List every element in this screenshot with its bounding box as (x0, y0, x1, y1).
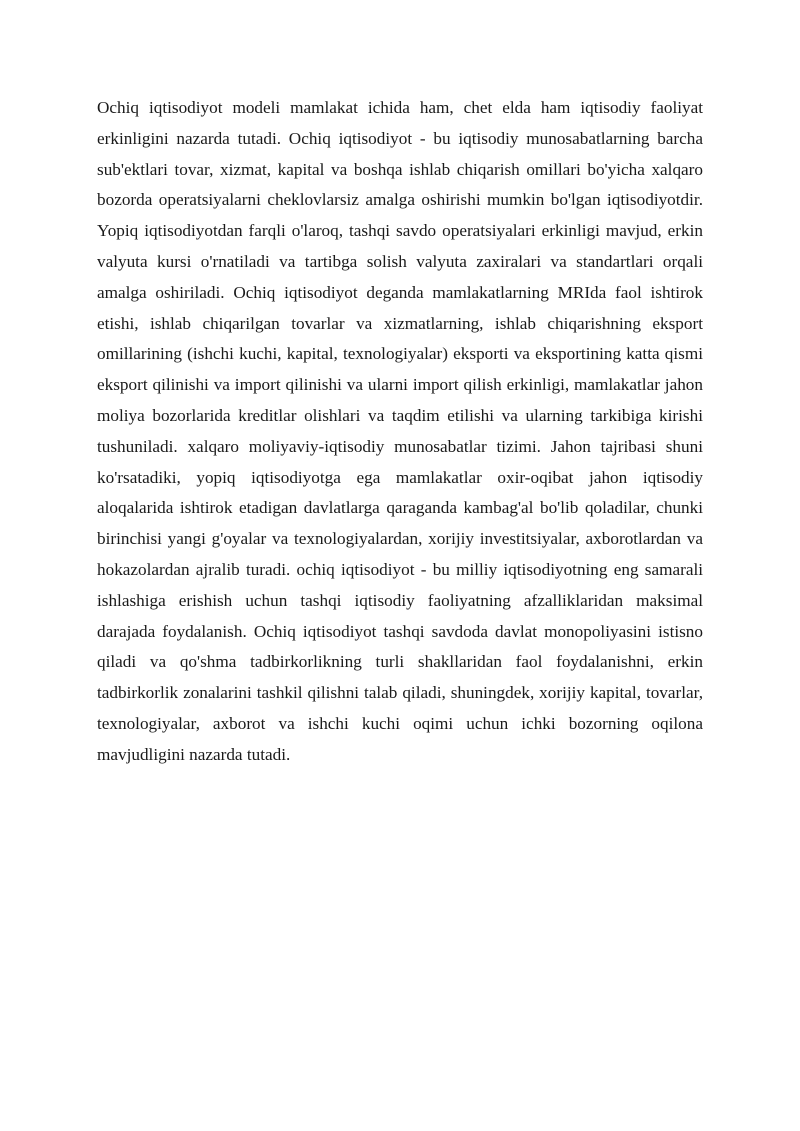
body-paragraph: Ochiq iqtisodiyot modeli mamlakat ichida ham, chet elda ham iqtisodiy faoliyat erkinligini nazarda tutadi. Ochiq iqtisodiyot - bu iqtisodiy munosabatlarning barcha sub'ektlari tovar, xizmat, kapital va boshqa ishlab chiqarish omillari bo'yicha xalqaro bozorda operatsiyalarni cheklovlarsiz amalga oshirishi mumkin bo'lgan iqtisodiyotdir. Yopiq iqtisodiyotdan farqli o'laroq, tashqi savdo operatsiyalari erkinligi mavjud, erkin valyuta kursi o'rnatiladi va tartibga solish valyuta zaxiralari va standartlari orqali amalga oshiriladi. Ochiq iqtisodiyot deganda mamlakatlarning MRIda faol ishtirok etishi, ishlab chiqarilgan tovarlar va xizmatlarning, ishlab chiqarishning eksport omillarining (ishchi kuchi, kapital, texnologiyalar) eksporti va eksportining katta qismi eksport qilinishi va import qilinishi va ularni import qilish erkinligi, mamlakatlar jahon moliya bozorlarida kreditlar olishlari va taqdim etilishi va ularning tarkibiga kirishi tushuniladi. xalqaro moliyaviy-iqtisodiy munosabatlar tizimi. Jahon tajribasi shuni ko'rsatadiki, yopiq iqtisodiyotga ega mamlakatlar oxir-oqibat jahon iqtisodiy aloqalarida ishtirok etadigan davlatlarga qaraganda kambag'al bo'lib qoladilar, chunki birinchisi yangi g'oyalar va texnologiyalardan, xorijiy investitsiyalar, axborotlardan va hokazolardan ajralib turadi. ochiq iqtisodiyot - bu milliy iqtisodiyotning eng samarali ishlashiga erishish uchun tashqi iqtisodiy faoliyatning afzalliklaridan maksimal darajada foydalanish. Ochiq iqtisodiyot tashqi savdoda davlat monopoliyasini istisno qiladi va qo'shma tadbirkorlikning turli shakllaridan faol foydalanishni, erkin tadbirkorlik zonalarini tashkil qilishni talab qiladi, shuningdek, xorijiy kapital, tovarlar, texnologiyalar, axborot va ishchi kuchi oqimi uchun ichki bozorning oqilona mavjudligini nazarda tutadi. (97, 98, 703, 764)
